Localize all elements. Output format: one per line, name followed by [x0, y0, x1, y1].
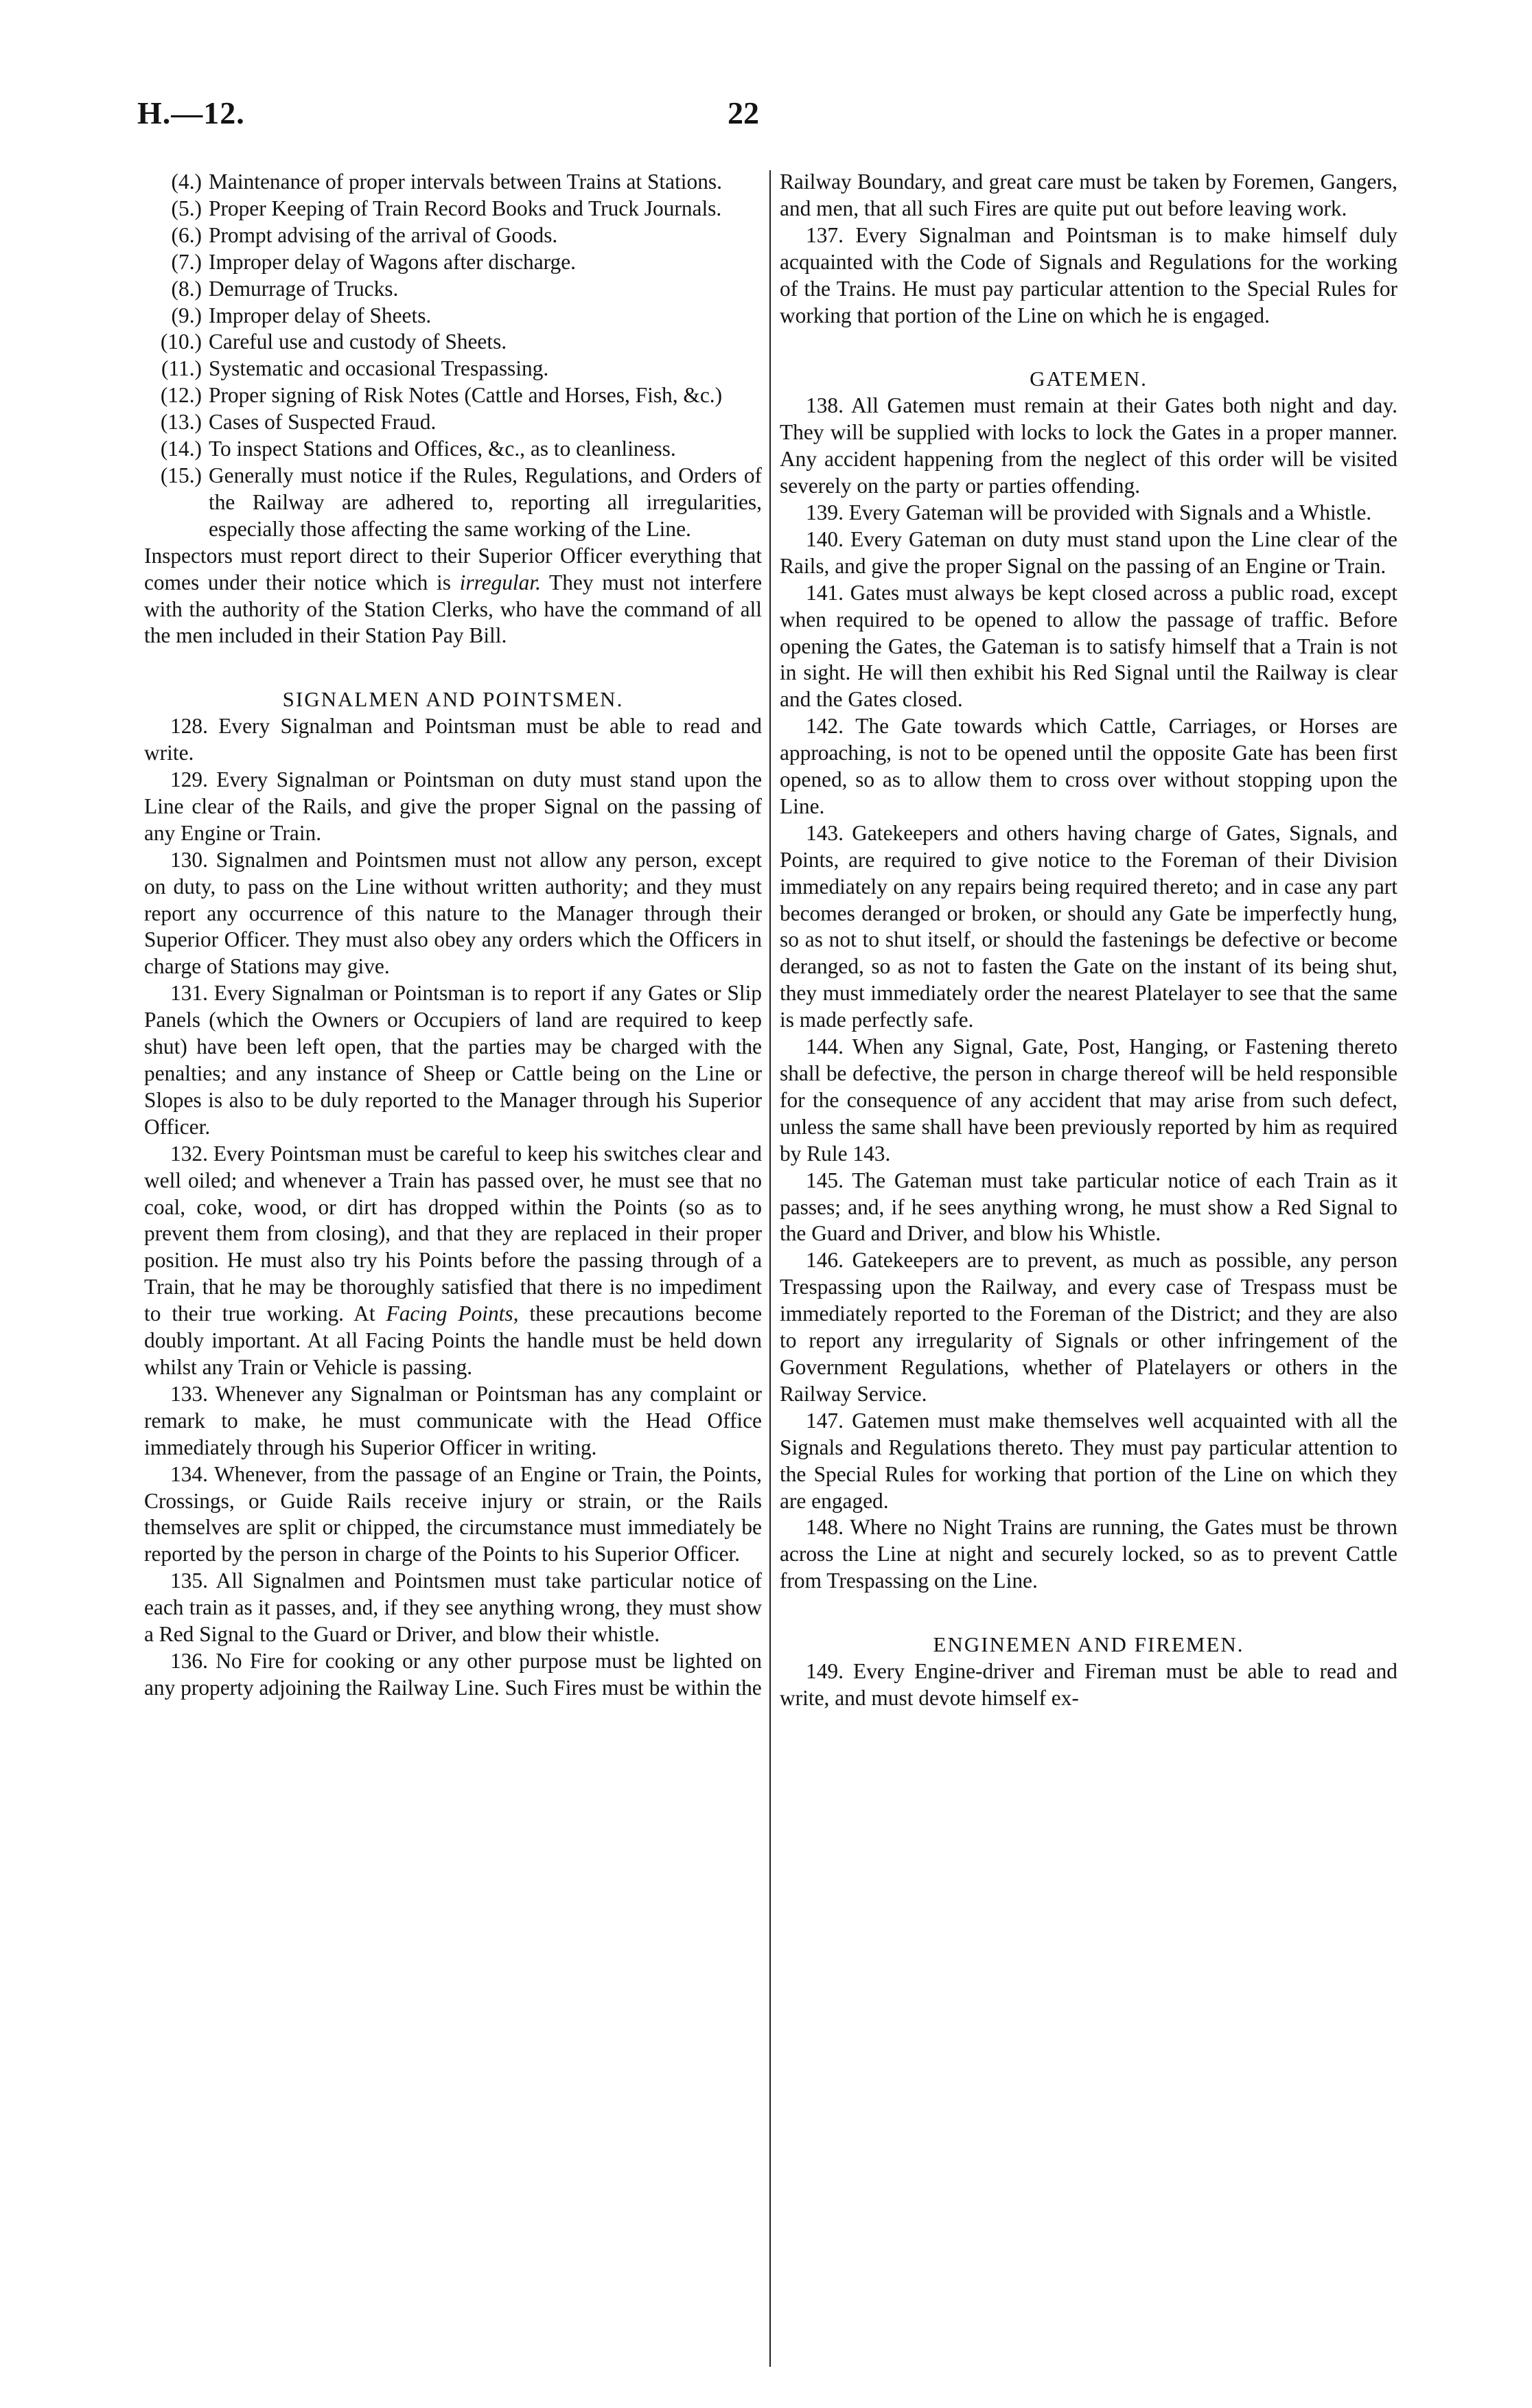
list-item-text: Maintenance of proper intervals between Trains at Stations.: [209, 170, 722, 194]
rule-145: 145. The Gateman must take particular notice of each Train as it passes; and, if he sees anything wrong, he must show a Red Signal to the Guard and Driver, and blow his Whistle.: [780, 1168, 1397, 1246]
list-item-number: (15.): [160, 463, 202, 487]
list-item-number: (10.): [160, 329, 202, 354]
section-heading-signalmen: SIGNALMEN AND POINTSMEN.: [282, 687, 624, 712]
rule-139: 139. Every Gateman will be provided with Signals and a Whistle.: [806, 500, 1372, 524]
list-item-text: Demurrage of Trucks.: [209, 276, 399, 301]
document-reference: H.—12.: [137, 95, 245, 130]
page-number: 22: [728, 95, 759, 130]
list-item-text: Prompt advising of the arrival of Goods.: [209, 222, 558, 247]
section-heading-enginemen: ENGINEMEN AND FIREMEN.: [933, 1632, 1244, 1657]
rule-128: 128. Every Signalman and Pointsman must be able to read and write.: [144, 714, 762, 765]
inspectors-italic: irregular.: [459, 570, 541, 594]
rule-132: [144, 1141, 762, 1381]
list-item-number: (7.): [171, 249, 202, 274]
list-item-text: To inspect Stations and Offices, &c., as to cleanliness.: [209, 437, 676, 461]
rule-132-text-a: 132. Every Pointsman must be careful to keep his switches clear and well oiled; and whenever a Train has passed over, he must see that no coal, coke, wood, or dirt has dropped within the Points (so as to prevent them from closing), and that they are replaced in their proper position. He must also try his Points before the passing through of a Train, that he may be thoroughly satisfied that there is no impediment to their true working. At: [144, 1141, 762, 1326]
list-item-text: Proper Keeping of Train Record Books and Truck Journals.: [209, 196, 722, 220]
column-divider: [769, 170, 771, 2367]
list-item: [144, 276, 762, 303]
list-item-number: (13.): [160, 410, 202, 435]
list-item-number: (6.): [171, 222, 202, 247]
rule-137: 137. Every Signalman and Pointsman is to make himself duly acquainted with the Code of Signals and Regulations for the working of the Trains. He must pay particular attention to the Special Rules for working that portion of the Line on which he is engaged.: [780, 222, 1397, 327]
list-item-number: (9.): [171, 303, 202, 327]
list-item: [144, 436, 762, 463]
list-item-text: Improper delay of Wagons after discharge.: [209, 249, 576, 274]
rule-132-text-b: these precautions become doubly important. At all Facing Points the handle must be held down whilst any Train or Vehicle is passing.: [144, 1301, 762, 1379]
list-item: [144, 249, 762, 276]
list-item-number: (11.): [161, 356, 202, 381]
rule-149: 149. Every Engine-driver and Fireman must be able to read and write, and must devote himself ex-: [780, 1659, 1397, 1710]
inspector-duties-list: [144, 169, 762, 543]
list-item: [144, 303, 762, 329]
left-column: [144, 169, 762, 2352]
list-item: [144, 169, 762, 196]
list-item-number: (12.): [160, 383, 202, 408]
list-item: [144, 356, 762, 382]
inspectors-paragraph: [144, 543, 762, 650]
rule-148: 148. Where no Night Trains are running, the Gates must be thrown across the Line at night and securely locked, so as to prevent Cattle from Trespassing on the Line.: [780, 1515, 1397, 1593]
rule-136: 136. No Fire for cooking or any other purpose must be lighted on any property adjoining the Railway Line. Such Fires must be within the: [144, 1648, 762, 1700]
list-item: [144, 329, 762, 356]
rule-133: 133. Whenever any Signalman or Pointsman has any complaint or remark to make, he must communicate with the Head Office immediately through his Superior Officer in writing.: [144, 1381, 762, 1459]
rule-147: 147. Gatemen must make themselves well acquainted with all the Signals and Regulations thereto. They must pay particular attention to the Special Rules for working that portion of the Line on which they are engaged.: [780, 1408, 1397, 1513]
rule-143: 143. Gatekeepers and others having charge of Gates, Signals, and Points, are required to give notice to the Foreman of their Division immediately on any repairs being required thereto; and in case any part becomes deranged or broken, or should any Gate be imperfectly hung, so as not to shut itself, or should the fastenings be defective or become deranged, so as not to fasten the Gate on the instant of its being shut, they must immediately order the nearest Platelayer to see that the same is made perfectly safe.: [780, 820, 1397, 1032]
rule-130: 130. Signalmen and Pointsmen must not allow any person, except on duty, to pass on the Line without written authority; and they must report any occurrence of this nature to the Manager through their Superior Officer. They must also obey any orders which the Officers in charge of Stations may give.: [144, 847, 762, 979]
rule-138: 138. All Gatemen must remain at their Gates both night and day. They will be supplied with locks to lock the Gates in a proper manner. Any accident happening from the neglect of this order will be visited severely on the party or parties offending.: [780, 393, 1397, 498]
rule-144: 144. When any Signal, Gate, Post, Hanging, or Fastening thereto shall be defective, the person in charge thereof will be held responsible for the consequence of any accident that may arise from such defect, unless the same shall have been previously reported by him as required by Rule 143.: [780, 1034, 1397, 1166]
rule-141: 141. Gates must always be kept closed across a public road, except when required to be opened to allow the passage of traffic. Before opening the Gates, the Gateman is to satisfy himself that a Train is not in sight. He will then exhibit his Red Signal until the Railway is clear and the Gates closed.: [780, 580, 1397, 712]
list-item: [144, 463, 762, 543]
section-heading-gatemen: GATEMEN.: [1030, 367, 1148, 391]
list-item-text: Improper delay of Sheets.: [209, 303, 432, 327]
list-item-text: Proper signing of Risk Notes (Cattle and Horses, Fish, &c.): [209, 383, 723, 408]
list-item: [144, 196, 762, 222]
list-item: [144, 222, 762, 249]
list-item-number: (14.): [160, 437, 202, 461]
list-item: [144, 409, 762, 436]
list-item: [144, 382, 762, 409]
list-item-number: (4.): [171, 170, 202, 194]
rule-132-italic: Facing Points,: [386, 1301, 519, 1326]
rule-146: 146. Gatekeepers are to prevent, as much as possible, any person Trespassing upon the Railway, and every case of Trespass must be immediately reported to the Foreman of the District; and they are also to report any irregularity of Signals or other infringement of the Government Regulations, whether of Platelayers or others in the Railway Service.: [780, 1248, 1397, 1406]
rule-140: 140. Every Gateman on duty must stand upon the Line clear of the Rails, and give the proper Signal on the passing of an Engine or Train.: [780, 526, 1397, 578]
rule-129: 129. Every Signalman or Pointsman on duty must stand upon the Line clear of the Rails, and give the proper Signal on the passing of any Engine or Train.: [144, 767, 762, 845]
rule-142: 142. The Gate towards which Cattle, Carriages, or Horses are approaching, is not to be opened until the opposite Gate has been first opened, so as to allow them to cross over without stopping upon the Line.: [780, 714, 1397, 818]
rule-131: 131. Every Signalman or Pointsman is to report if any Gates or Slip Panels (which the Owners or Occupiers of land are required to keep shut) have been left open, that the parties may be charged with the penalties; and any instance of Sheep or Cattle being on the Line or Slopes is also to be duly reported to the Manager through his Superior Officer.: [144, 981, 762, 1139]
list-item-text: Cases of Suspected Fraud.: [209, 410, 437, 435]
rule-134: 134. Whenever, from the passage of an Engine or Train, the Points, Crossings, or Guide Rails receive injury or strain, or the Rails themselves are split or chipped, the circumstance must immediately be reported by the person in charge of the Points to his Superior Officer.: [144, 1461, 762, 1566]
inspectors-text-a: Inspectors must report direct to their Superior Officer everything that comes under their notice which is: [144, 543, 762, 594]
rule-135: 135. All Signalmen and Pointsmen must take particular notice of each train as it passes, and, if they see anything wrong, they must show a Red Signal to the Guard or Driver, and blow their whistle.: [144, 1568, 762, 1647]
list-item-text: Careful use and custody of Sheets.: [209, 329, 507, 354]
inspectors-text-b: They must not interfere with the authority of the Station Clerks, who have the command of all the men included in their Station Pay Bill.: [144, 570, 762, 648]
list-item-text: Generally must notice if the Rules, Regulations, and Orders of the Railway are adhered to, reporting all irregularities, especially those affecting the same working of the Line.: [209, 463, 762, 541]
rule-136-continued: Railway Boundary, and great care must be taken by Foremen, Gangers, and men, that all such Fires are quite put out before leaving work.: [780, 170, 1397, 220]
list-item-number: (5.): [171, 196, 202, 220]
right-column: [780, 169, 1397, 2352]
list-item-text: Systematic and occasional Trespassing.: [209, 356, 549, 381]
list-item-number: (8.): [171, 276, 202, 301]
